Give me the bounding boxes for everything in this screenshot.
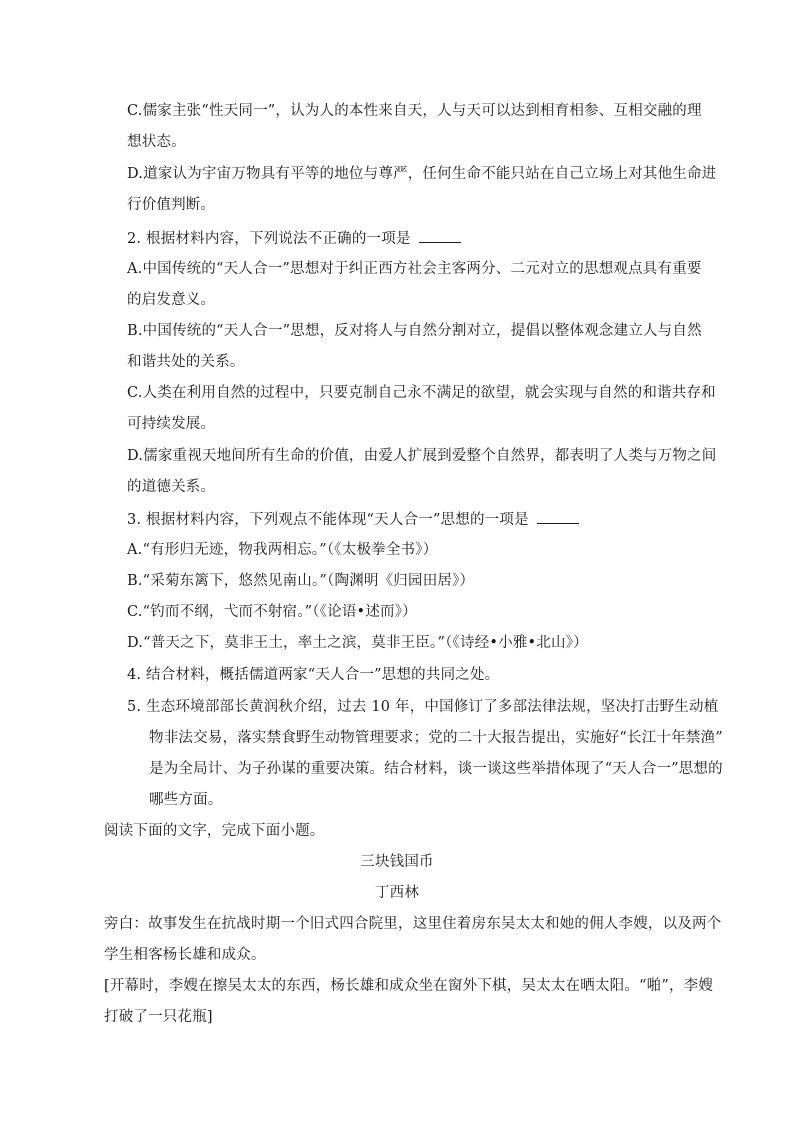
stage-direction-line-2: 打破了一只花瓶]: [104, 1009, 213, 1025]
question-3-text: 3. 根据材料内容，下列观点不能体现“天人合一”思想的一项是: [127, 512, 529, 528]
narration-line-2: 学生相客杨长雄和成众。: [104, 947, 266, 963]
question-2-text: 2. 根据材料内容，下列说法不正确的一项是: [127, 231, 411, 247]
question-5-line-3: 是为全局计、为子孙谋的重要决策。结合材料，谈一谈这些举措体现了“天人合一”思想的: [149, 761, 723, 777]
option-d-line-1: D.道家认为宇宙万物具有平等的地位与尊严，任何生命不能只站在自己立场上对其他生命进: [127, 166, 717, 182]
q2-option-b-line-1: B.中国传统的“天人合一”思想，反对将人与自然分割对立，提倡以整体观念建立人与自然: [127, 323, 702, 339]
q2-option-c-line-2: 可持续发展。: [127, 416, 216, 432]
q3-option-c: C.“钓而不纲，弋而不射宿。”（《论语•述而》）: [127, 604, 417, 620]
option-c-line-1: C.儒家主张“性天同一”，认为人的本性来自天，人与天可以达到相育相参、互相交融的理: [127, 103, 702, 119]
q2-option-b-line-2: 和谐共处的关系。: [127, 354, 245, 370]
question-5-line-1: 5. 生态环境部部长黄润秋介绍，过去 10 年，中国修订了多部法律法规，坚决打击野生动植: [127, 699, 719, 715]
reading-instruction: 阅读下面的文字，完成下面小题。: [104, 823, 325, 839]
answer-blank: [537, 509, 579, 524]
question-2: [127, 228, 461, 249]
q2-option-a-line-2: 的启发意义。: [127, 292, 216, 308]
q3-option-b: B.“采菊东篱下，悠然见南山。”（陶渊明《归园田居》）: [127, 573, 475, 589]
stage-direction-line-1: [开幕时，李嫂在擦吴太太的东西，杨长雄和成众坐在窗外下棋，吴太太在晒太阳。“啪”，李嫂: [104, 978, 714, 994]
play-title: 三块钱国币: [360, 854, 434, 870]
q2-option-d-line-1: D.儒家重视天地间所有生命的价值，由爱人扩展到爱整个自然界，都表明了人类与万物之间: [127, 448, 717, 464]
q2-option-a-line-1: A.中国传统的“天人合一”思想对于纠正西方社会主客两分、二元对立的思想观点具有重要: [127, 261, 702, 277]
q2-option-d-line-2: 的道德关系。: [127, 479, 216, 495]
answer-blank: [419, 228, 461, 243]
question-3: [127, 509, 579, 530]
q2-option-c-line-1: C.人类在利用自然的过程中，只要克制自己永不满足的欲望，就会实现与自然的和谐共存和: [127, 385, 716, 401]
play-author: 丁西林: [374, 885, 420, 901]
q3-option-a: A.“有形归无迹，物我两相忘。”（《太极拳全书》）: [127, 542, 438, 558]
option-c-line-2: 想状态。: [127, 134, 186, 150]
q3-option-d: D.“普天之下，莫非王土，率土之滨，莫非王臣。”（《诗经•小雅•北山》）: [127, 635, 588, 651]
question-5-line-4: 哪些方面。: [149, 792, 223, 808]
option-d-line-2: 行价值判断。: [127, 197, 216, 213]
narration-line-1: 旁白：故事发生在抗战时期一个旧式四合院里，这里住着房东吴太太和她的佣人李嫂，以及两个: [104, 916, 722, 932]
question-4: 4. 结合材料，概括儒道两家“天人合一”思想的共同之处。: [127, 667, 500, 683]
question-5-line-2: 物非法交易，落实禁食野生动物管理要求；党的二十大报告提出，实施好“长江十年禁渔”: [149, 730, 723, 746]
